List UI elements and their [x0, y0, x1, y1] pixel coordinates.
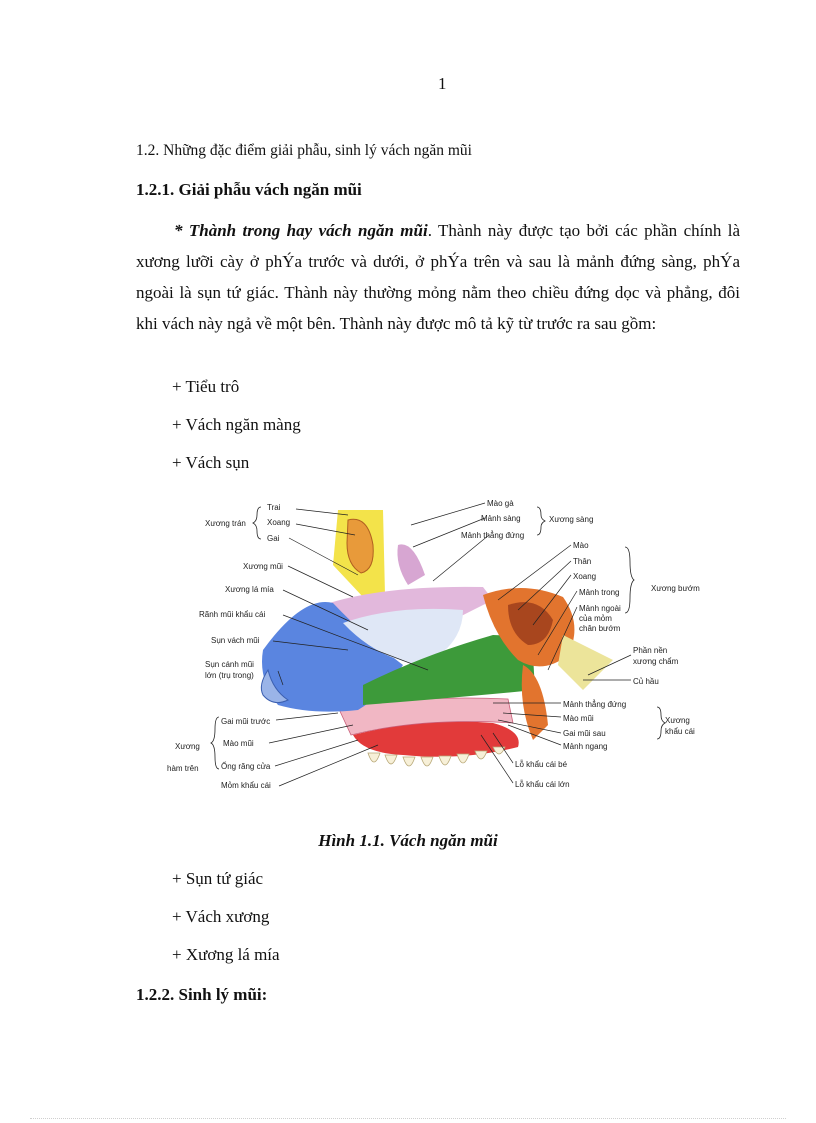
label-gai-left: Gai	[267, 534, 280, 543]
paragraph-lead: * Thành trong hay vách ngăn mũi	[174, 221, 428, 240]
label-manh-sang: Mảnh sàng	[481, 514, 521, 523]
label-mao: Mào	[573, 541, 589, 550]
list-item: + Vách xương	[172, 907, 270, 926]
label-xuong-buom: Xương bướm	[651, 584, 700, 593]
label-ranh-mui-khau-cai: Rãnh mũi khẩu cái	[199, 610, 266, 619]
label-xuong-ham: Xương	[175, 742, 200, 751]
label-gai-mui-sau: Gai mũi sau	[563, 729, 606, 738]
crista-galli	[397, 544, 425, 585]
figure-caption: Hình 1.1. Vách ngăn mũi	[318, 831, 498, 850]
label-ong-rang-cua: Ống răng cửa	[221, 762, 271, 771]
pterygoid-plate	[522, 665, 548, 740]
label-manh-ngang: Mảnh ngang	[563, 742, 608, 751]
label-xuong-la-mia: Xương lá mía	[225, 585, 274, 594]
label-than: Thân	[573, 557, 592, 566]
list-item: + Sụn tứ giác	[172, 869, 264, 888]
label-sun-vach-mui: Sụn vách mũi	[211, 636, 260, 645]
label-manh-thang-dung-top: Mảnh thẳng đứng	[461, 531, 525, 540]
label-mao-ga: Mào gà	[487, 499, 514, 508]
label-trai: Trai	[267, 503, 281, 512]
subsection-heading-physiology: 1.2.2. Sinh lý mũi:	[136, 985, 268, 1004]
label-phan-nen-2: xương chẩm	[633, 657, 679, 666]
label-xuong-mui: Xương mũi	[243, 562, 283, 571]
label-manh-ngoai-2: của mỏm	[579, 614, 612, 623]
list-item: + Vách sụn	[172, 453, 250, 472]
label-xuong-tran: Xương trán	[205, 519, 246, 528]
page-number: 1	[438, 74, 447, 93]
anatomy-illustration	[163, 485, 723, 815]
label-phan-nen-1: Phần nền	[633, 646, 668, 655]
label-xoang-left: Xoang	[267, 518, 291, 527]
label-manh-trong: Mảnh trong	[579, 588, 620, 597]
subsection-heading-anatomy: 1.2.1. Giải phẫu vách ngăn mũi	[136, 180, 362, 199]
nasal-septum-figure	[163, 485, 723, 815]
label-lo-khau-cai-lon: Lỗ khẩu cái lớn	[515, 780, 570, 789]
occipital-base	[558, 635, 613, 690]
label-manh-ngoai-1: Mảnh ngoài	[579, 604, 621, 613]
label-xuong-sang: Xương sàng	[549, 515, 594, 524]
list-item: + Vách ngăn màng	[172, 415, 301, 434]
body-paragraph	[136, 215, 740, 339]
label-xuong-khau-cai-1: Xương	[665, 716, 690, 725]
label-mom-khau-cai: Mỏm khẩu cái	[221, 781, 271, 790]
label-gai-mui-truoc: Gai mũi trước	[221, 717, 271, 726]
label-cu-hau: Củ hầu	[633, 677, 659, 686]
label-sun-canh-mui-2: lớn (trụ trong)	[205, 671, 254, 680]
label-mao-mui-right: Mào mũi	[563, 714, 594, 723]
label-mao-mui-left: Mào mũi	[223, 739, 254, 748]
page-bottom-rule	[30, 1118, 786, 1119]
label-manh-ngoai-3: chân bướm	[579, 624, 621, 633]
label-manh-thang-dung: Mảnh thẳng đứng	[563, 700, 627, 709]
label-xuong-khau-cai-2: khẩu cái	[665, 727, 695, 736]
section-title: 1.2. Những đặc điểm giải phẫu, sinh lý vách ngăn mũi	[136, 142, 472, 159]
label-ham-tren: hàm trên	[167, 764, 199, 773]
label-lo-khau-cai-be: Lỗ khẩu cái bé	[515, 760, 568, 769]
list-item: + Tiểu trô	[172, 377, 240, 396]
label-sun-canh-mui-1: Sụn cánh mũi	[205, 660, 254, 669]
label-xoang-right: Xoang	[573, 572, 597, 581]
list-item: + Xương lá mía	[172, 945, 280, 964]
paragraph-text: . Thành này được tạo bởi các phần chính là xương lưỡi cày ở phÝa trước và dưới, ở phÝa trên và sau là mảnh đứng sàng, phÝa ngoài là sụn tứ giác. Thành này thường mỏng nằm theo chiều đứng dọc và phẳng, đôi khi vách này ngả về một bên. Thành này được mô tả kỹ từ trước ra sau gồm:	[136, 221, 740, 333]
